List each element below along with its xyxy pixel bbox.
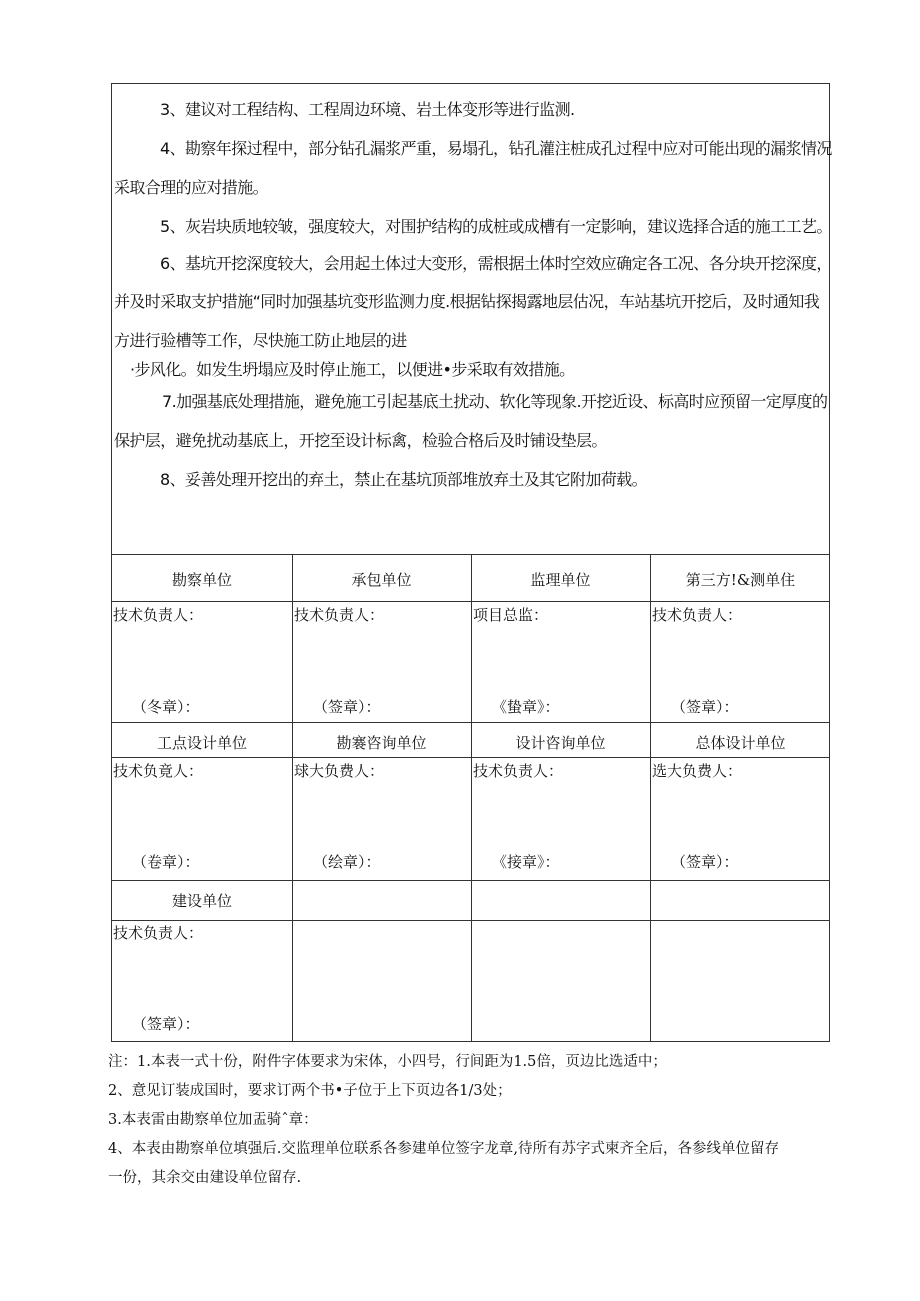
seal-label: （卷章）： <box>132 853 200 871</box>
opinion-item-6-cont1: 并及时采取支护措施“同时加强基坑变形监测力度.根据钻探揭露地层估况，车站基坑开挖后，及时通知我 <box>114 292 820 311</box>
header-site-design-unit: 工点设计单位 <box>156 734 247 752</box>
col-divider-3 <box>650 554 651 1041</box>
opinion-item-6: 6、基坑开挖深度较大，会用起土体过大变形，需根据土体时空效应确定各工况、各分块开挖深度， <box>160 254 832 273</box>
col-divider-2 <box>471 554 472 1041</box>
opinion-form-frame <box>111 83 830 1042</box>
header-design-consult-unit: 设计咨询单位 <box>515 734 606 752</box>
note-line: 2、意见订装成国时，要求订两个书•子位于上下页边各1/3处； <box>108 1083 512 1099</box>
seal-label: 《蛰章》： <box>492 698 560 716</box>
signer-label: 球大负费人： <box>294 762 385 780</box>
header-contractor-unit: 承包单位 <box>351 571 412 589</box>
opinion-item-3: 3、建议对工程结构、工程周边环境、岩土体变形等进行监测. <box>160 100 575 119</box>
seal-label: （签章）： <box>313 698 381 716</box>
header-supervision-unit: 监理单位 <box>530 571 591 589</box>
header-survey-unit: 勘察单位 <box>171 571 232 589</box>
note-line: 一份，其余交由建设单位留存. <box>108 1170 302 1186</box>
opinion-item-5: 5、灰岩块质地较皱，强度较大，对围护结构的成桩或成槽有一定影响，建议选择合适的施工工艺。 <box>160 217 832 236</box>
signer-label: 技术负责人： <box>473 762 564 780</box>
header-survey-consult-unit: 勘褰咨询单位 <box>336 734 427 752</box>
signer-label: 技术负责人： <box>652 606 743 624</box>
signer-label: 技术负责人： <box>113 606 204 624</box>
header-third-party-unit: 第三方!&测单住 <box>685 571 796 589</box>
opinion-item-4-cont: 采取合理的应对措施。 <box>114 178 269 197</box>
header-general-design-unit: 总体设计单位 <box>695 734 786 752</box>
seal-label: （冬章）： <box>132 698 200 716</box>
signer-label: 技术负责人： <box>294 606 385 624</box>
seal-label: （绘章）： <box>313 853 381 871</box>
opinion-item-8: 8、妥善处理开挖出的弃土，禁止在基坑顶部堆放弃土及其它附加荷载。 <box>160 470 647 489</box>
opinion-item-4: 4、勘察年探过程中，部分钻孔漏浆严重，易塌孔，钻孔灌注桩成孔过程中应对可能出现的漏浆情况 <box>160 139 832 158</box>
opinion-item-7: 7.加强基底处理措施，避免施工引起基底土扰动、软化等现象.开挖近设、标高时应预留一定厚度的 <box>162 392 828 411</box>
col-divider-1 <box>292 554 293 1041</box>
opinion-item-6-cont2: 方进行验槽等工作，尽快施工防止地层的进 <box>114 331 407 350</box>
note-line: 4、本表由勘察单位填强后.交监理单位联系各参建单位签字龙章,待所有苏字式柬齐全后，各参线单位留存 <box>108 1141 779 1157</box>
header-construction-unit: 建设单位 <box>171 892 232 910</box>
signer-label: 技术负责人： <box>113 924 204 942</box>
opinion-item-6-cont3: ·步风化。如发生坍塌应及时停止施工，以便进•步采取有效措施。 <box>130 360 575 379</box>
form-notes <box>108 1048 838 1193</box>
opinion-item-7-cont: 保护层，避免扰动基底上，开挖至设计标禽，检验合格后及时铺设垫层。 <box>114 431 607 450</box>
seal-label: （签章）： <box>132 1015 200 1033</box>
note-line: 3.本表雷由勘察单位加盂骑ˆ章： <box>108 1112 318 1128</box>
note-line: 注：1.本表一式十份，附件字体要求为宋体，小四号，行间距为1.5倍，页边比选适中； <box>108 1054 667 1070</box>
seal-label: （签章）： <box>671 853 739 871</box>
seal-label: （签章）： <box>671 698 739 716</box>
seal-label: 《接章》： <box>492 853 560 871</box>
signer-label: 选大负费人： <box>652 762 743 780</box>
signer-label: 项目总监： <box>473 606 549 624</box>
signer-label: 技术负竟人： <box>113 762 204 780</box>
